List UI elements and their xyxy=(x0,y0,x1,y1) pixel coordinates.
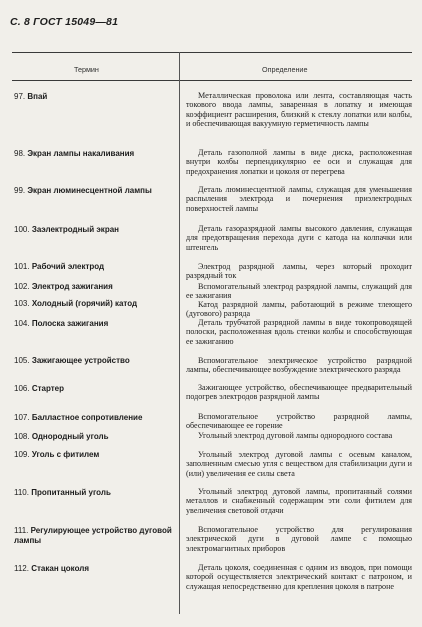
term-number: 112. xyxy=(14,564,29,573)
term-text: Балластное сопротивление xyxy=(31,413,143,422)
term-number: 110. xyxy=(14,488,29,497)
term-text: Уголь с фитилем xyxy=(31,450,100,459)
term-109 xyxy=(14,450,174,460)
term-97 xyxy=(14,92,174,102)
term-number: 101. xyxy=(14,262,30,271)
term-text: Холодный (горячий) катод xyxy=(31,299,138,308)
column-header-term: Термин xyxy=(74,65,99,74)
term-number: 106. xyxy=(14,384,30,393)
term-text: Полоска зажигания xyxy=(31,319,109,328)
term-number: 111. xyxy=(14,526,29,535)
term-number: 109. xyxy=(14,450,30,459)
term-number: 108. xyxy=(14,432,30,441)
definition-100: Деталь газоразрядной лампы высокого давления, служащая для предотвращения перехода дуги с катода на колпачки или штенгель xyxy=(186,224,412,252)
term-106 xyxy=(14,384,174,394)
definition-104: Деталь трубчатой разрядной лампы в виде токопроводящей полоски, расположенная вдоль стенки колбы и способствующая ее зажиганию xyxy=(186,318,412,346)
term-text: Экран люминесцентной лампы xyxy=(27,186,152,195)
term-text: Электрод зажигания xyxy=(31,282,113,291)
table-top-rule xyxy=(12,52,412,53)
definition-101: Электрод разрядной лампы, через который проходит разрядный ток xyxy=(186,262,412,281)
term-number: 100. xyxy=(14,225,30,234)
term-108 xyxy=(14,432,174,442)
term-text: Экран лампы накаливания xyxy=(27,149,135,158)
term-text: Однородный уголь xyxy=(31,432,109,441)
term-text: Зажигающее устройство xyxy=(31,356,130,365)
definition-108: Угольный электрод дуговой лампы однородного состава xyxy=(198,431,393,440)
term-111 xyxy=(14,526,174,545)
page-header: С. 8 ГОСТ 15049—81 xyxy=(10,16,119,28)
column-separator xyxy=(179,52,180,614)
term-text: Стартер xyxy=(31,384,64,393)
term-104 xyxy=(14,319,174,329)
definition-112: Деталь цоколя, соединенная с одним из вводов, при помощи которой осуществляется электрический контакт с патроном, и служащая непосредственно для крепления цоколя в патроне xyxy=(186,563,412,591)
term-text: Стакан цоколя xyxy=(31,564,90,573)
definition-110: Угольный электрод дуговой лампы, пропитанный солями металлов и снабженный содержащим эти соли фитилем для увеличения световой отдачи xyxy=(186,487,412,515)
term-number: 99. xyxy=(14,186,26,195)
term-number: 97. xyxy=(14,92,26,101)
term-112 xyxy=(14,564,174,574)
table-header-rule xyxy=(12,80,412,81)
term-98 xyxy=(14,149,174,159)
definition-103: Катод разрядной лампы, работающий в режиме тлеющего (дугового) разряда xyxy=(186,300,412,319)
term-text: Заэлектродный экран xyxy=(31,225,119,234)
term-102 xyxy=(14,282,174,292)
definition-105: Вспомогательное электрическое устройство разрядной лампы, обеспечивающее возбуждение электрического разряда xyxy=(186,356,412,375)
column-header-definition: Определение xyxy=(262,65,308,74)
term-number: 105. xyxy=(14,356,30,365)
term-number: 98. xyxy=(14,149,26,158)
term-text: Рабочий электрод xyxy=(31,262,105,271)
term-105 xyxy=(14,356,174,366)
term-110 xyxy=(14,488,174,498)
definition-98: Деталь газополной лампы в виде диска, расположенная внутри колбы перпендикулярно ее оси и служащая для предохранения лопатки и цоколя от перегрева xyxy=(186,148,412,176)
definition-97: Металлическая проволока или лента, составляющая часть токового ввода лампы, заваренная в лопатку и имеющая коэффициент расширения, близкий к стеклу лопатки или колбы, и обеспечивающая вакуумную герметичность лампы xyxy=(186,91,412,128)
term-text: Регулирующее устройство дуговой лампы xyxy=(14,526,172,545)
definition-111: Вспомогательное устройство для регулирования электрической дуги в дуговой лампе с помощью электромагнитных приборов xyxy=(186,525,412,553)
term-text: Впай xyxy=(27,92,48,101)
term-101 xyxy=(14,262,174,272)
definition-106: Зажигающее устройство, обеспечивающее предварительный подогрев электродов разрядной лампы xyxy=(186,383,412,402)
term-99 xyxy=(14,186,174,196)
term-number: 104. xyxy=(14,319,30,328)
definition-102: Вспомогательный электрод разрядной лампы, служащий для ее зажигания xyxy=(186,282,412,301)
definition-109: Угольный электрод дуговой лампы с осевым каналом, заполненным смесью угля с веществом для стабилизации дуги и (или) увеличения ее силы света xyxy=(186,450,412,478)
term-107 xyxy=(14,413,174,423)
definition-99: Деталь люминесцентной лампы, служащая для уменьшения распыления электрода и почернения приэлектродных поверхностей лампы xyxy=(186,185,412,213)
term-100 xyxy=(14,225,174,235)
term-number: 107. xyxy=(14,413,30,422)
term-number: 102. xyxy=(14,282,30,291)
term-103 xyxy=(14,299,174,309)
definition-107: Вспомогательное устройство разрядной лампы, обеспечивающее ее горение xyxy=(186,412,412,431)
term-number: 103. xyxy=(14,299,30,308)
term-text: Пропитанный уголь xyxy=(31,488,111,497)
